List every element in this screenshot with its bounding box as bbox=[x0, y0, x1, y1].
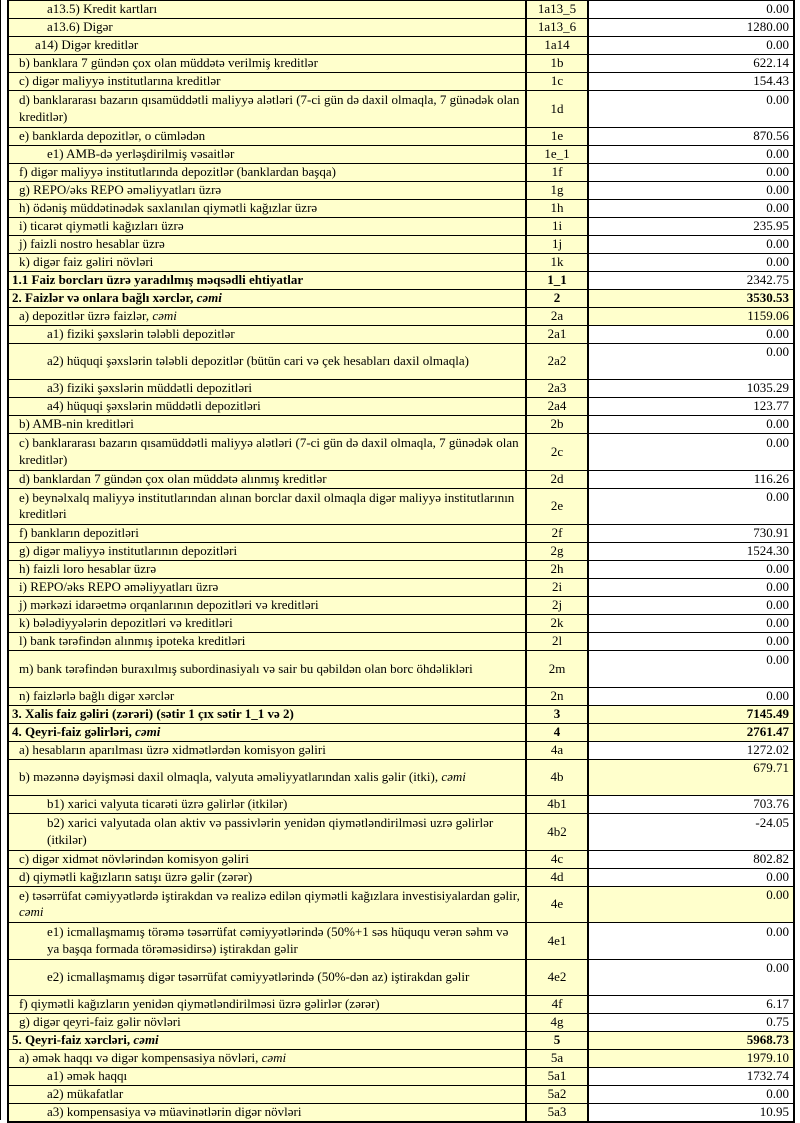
table-row bbox=[8, 687, 794, 705]
row-label-cell bbox=[8, 127, 526, 145]
page-edge-line bbox=[0, 0, 1, 1120]
table-row bbox=[8, 579, 794, 597]
row-value-cell: 5968.73 bbox=[588, 1032, 794, 1050]
row-code-cell: 2c bbox=[526, 434, 588, 471]
row-label-text: a) hesabların aparılması üzrə xidmətlərdən komisyon gəliri bbox=[19, 741, 326, 757]
row-code-cell: 2m bbox=[526, 651, 588, 688]
row-label-text: b) banklara 7 gündən çox olan müddətə verilmiş kreditlər bbox=[19, 55, 318, 71]
table-row bbox=[8, 1104, 794, 1122]
row-label-cell bbox=[8, 398, 526, 416]
row-value-cell: 0.00 bbox=[588, 1, 794, 19]
row-value-cell: 123.77 bbox=[588, 398, 794, 416]
row-label-cell bbox=[8, 307, 526, 325]
row-code-cell: 2k bbox=[526, 615, 588, 633]
table-row bbox=[8, 1050, 794, 1068]
row-label-text: d) banklararası bazarın qısamüddətli maliyyə alətləri (7-ci gün də daxil olmaqla, 7 günədək olan kreditlər) bbox=[19, 92, 520, 124]
row-label-text: a13.5) Kredit kartları bbox=[47, 1, 158, 17]
row-label-text: c) digər xidmət növlərindən komisyon gəliri bbox=[19, 850, 249, 866]
row-label-text: b1) xarici valyuta ticarəti üzrə gəlirlər (itkilər) bbox=[47, 796, 288, 812]
row-label-cell bbox=[8, 759, 526, 796]
row-label-text: a2) mükafatlar bbox=[47, 1086, 124, 1102]
row-value-cell: 1159.06 bbox=[588, 307, 794, 325]
table-row bbox=[8, 1, 794, 19]
row-label-text: n) faizlərlə bağlı digər xərclər bbox=[19, 687, 175, 703]
table-row bbox=[8, 470, 794, 488]
row-label-italic-suffix: cəmi bbox=[133, 1032, 159, 1048]
row-label-text: f) qiymətli kağızların yenidən qiymətləndirilməsi üzrə gəlirlər (zərər) bbox=[19, 996, 380, 1012]
row-label-cell bbox=[8, 343, 526, 380]
row-code-cell: 4d bbox=[526, 868, 588, 886]
row-label-cell bbox=[8, 488, 526, 525]
row-code-cell: 4b2 bbox=[526, 814, 588, 851]
row-value-cell: 0.00 bbox=[588, 687, 794, 705]
table-row bbox=[8, 434, 794, 471]
row-value-cell: 235.95 bbox=[588, 217, 794, 235]
row-code-cell: 2g bbox=[526, 543, 588, 561]
table-row bbox=[8, 37, 794, 55]
table-row bbox=[8, 1014, 794, 1032]
row-value-cell: 0.00 bbox=[588, 434, 794, 471]
table-row bbox=[8, 181, 794, 199]
row-label-text: a3) fiziki şəxslərin müddətli depozitləri bbox=[47, 380, 253, 396]
row-label-text: a1) əmək haqqı bbox=[47, 1068, 128, 1084]
table-row bbox=[8, 199, 794, 217]
row-code-cell: 4e2 bbox=[526, 959, 588, 996]
row-label-text: j) mərkəzi idarəetmə orqanlarının depozitləri və kreditləri bbox=[19, 597, 319, 613]
row-value-cell: 622.14 bbox=[588, 55, 794, 73]
table-row bbox=[8, 543, 794, 561]
row-label-text: e1) AMB-də yerləşdirilmiş vəsaitlər bbox=[47, 145, 235, 161]
row-label-cell bbox=[8, 163, 526, 181]
row-label-cell bbox=[8, 145, 526, 163]
row-value-cell: 0.00 bbox=[588, 561, 794, 579]
row-label-cell bbox=[8, 651, 526, 688]
row-value-cell: 1524.30 bbox=[588, 543, 794, 561]
row-label-text: c) digər maliyyə institutlarına kreditlər bbox=[19, 73, 221, 89]
row-label-cell bbox=[8, 271, 526, 289]
row-label-text: 5. Qeyri-faiz xərcləri, bbox=[12, 1032, 134, 1048]
row-code-cell: 1b bbox=[526, 55, 588, 73]
table-row bbox=[8, 814, 794, 851]
row-label-text: a4) hüquqi şəxslərin müddətli depozitləri bbox=[47, 398, 261, 414]
row-label-cell bbox=[8, 796, 526, 814]
row-code-cell: 1d bbox=[526, 91, 588, 128]
row-value-cell: 116.26 bbox=[588, 470, 794, 488]
table-row bbox=[8, 525, 794, 543]
table-row bbox=[8, 633, 794, 651]
row-code-cell: 1_1 bbox=[526, 271, 588, 289]
row-label-cell bbox=[8, 579, 526, 597]
row-code-cell: 5a1 bbox=[526, 1068, 588, 1086]
row-code-cell: 2h bbox=[526, 561, 588, 579]
row-label-cell bbox=[8, 55, 526, 73]
row-label-cell bbox=[8, 289, 526, 307]
table-row bbox=[8, 488, 794, 525]
row-code-cell: 2a4 bbox=[526, 398, 588, 416]
table-row bbox=[8, 253, 794, 271]
row-label-text: d) banklardan 7 gündən çox olan müddətə alınmış kreditlər bbox=[19, 470, 327, 486]
row-label-cell bbox=[8, 1086, 526, 1104]
row-value-cell: 0.00 bbox=[588, 416, 794, 434]
row-label-cell bbox=[8, 923, 526, 960]
row-label-text: 4. Qeyri-faiz gəlirləri, bbox=[12, 723, 136, 739]
row-label-text: e1) icmallaşmamış törəmə təsərrüfat cəmiyyətlərində (50%+1 səs hüququ verən səhm və ya başqa formada törəməsidirsə) iştirakdan gəlir bbox=[47, 924, 509, 956]
table-row bbox=[8, 271, 794, 289]
table-row bbox=[8, 1068, 794, 1086]
table-row bbox=[8, 289, 794, 307]
row-code-cell: 2a1 bbox=[526, 325, 588, 343]
row-label-text: b) AMB-nin kreditləri bbox=[19, 416, 134, 432]
row-value-cell: 0.00 bbox=[588, 488, 794, 525]
row-code-cell: 2l bbox=[526, 633, 588, 651]
row-code-cell: 2j bbox=[526, 597, 588, 615]
row-value-cell: 1979.10 bbox=[588, 1050, 794, 1068]
row-label-text: f) bankların depozitləri bbox=[19, 525, 139, 541]
row-label-cell bbox=[8, 886, 526, 923]
row-code-cell: 2a2 bbox=[526, 343, 588, 380]
table-row bbox=[8, 1032, 794, 1050]
row-label-italic-suffix: cəmi bbox=[196, 289, 222, 305]
row-code-cell: 2i bbox=[526, 579, 588, 597]
row-value-cell: 0.00 bbox=[588, 343, 794, 380]
table-row bbox=[8, 886, 794, 923]
row-value-cell: 7145.49 bbox=[588, 705, 794, 723]
row-label-cell bbox=[8, 416, 526, 434]
row-code-cell: 1k bbox=[526, 253, 588, 271]
row-value-cell: 0.00 bbox=[588, 651, 794, 688]
row-label-cell bbox=[8, 723, 526, 741]
table-row bbox=[8, 91, 794, 128]
row-value-cell: 0.00 bbox=[588, 579, 794, 597]
row-value-cell: 0.00 bbox=[588, 597, 794, 615]
row-code-cell: 2f bbox=[526, 525, 588, 543]
row-label-cell bbox=[8, 561, 526, 579]
row-value-cell: 2761.47 bbox=[588, 723, 794, 741]
row-value-cell: 1280.00 bbox=[588, 19, 794, 37]
row-value-cell: 679.71 bbox=[588, 759, 794, 796]
row-label-text: e) beynəlxalq maliyyə institutlarından alınan borclar daxil olmaqla digər maliyyə institutlarının kreditləri bbox=[19, 489, 515, 522]
row-code-cell: 2a3 bbox=[526, 380, 588, 398]
row-value-cell: 730.91 bbox=[588, 525, 794, 543]
row-label-cell bbox=[8, 1032, 526, 1050]
row-label-text: b) məzənnə dəyişməsi daxil olmaqla, valyuta əməliyyatlarından xalis gəlir (itki), bbox=[19, 769, 442, 784]
row-label-cell bbox=[8, 687, 526, 705]
row-value-cell: 0.75 bbox=[588, 1014, 794, 1032]
row-value-cell: 0.00 bbox=[588, 199, 794, 217]
table-row bbox=[8, 850, 794, 868]
table-row bbox=[8, 73, 794, 91]
row-code-cell: 4e1 bbox=[526, 923, 588, 960]
row-label-cell bbox=[8, 741, 526, 759]
table-row bbox=[8, 996, 794, 1014]
row-label-cell bbox=[8, 325, 526, 343]
row-label-cell bbox=[8, 1, 526, 19]
row-code-cell: 2d bbox=[526, 470, 588, 488]
row-label-cell bbox=[8, 253, 526, 271]
table-row bbox=[8, 723, 794, 741]
table-row bbox=[8, 307, 794, 325]
row-label-text: e) təsərrüfat cəmiyyətlərdə iştirakdan və realizə edilən qiymətli kağızlara investisiyalardan gəlir, bbox=[19, 887, 520, 903]
row-value-cell: 0.00 bbox=[588, 91, 794, 128]
row-label-text: g) digər maliyyə institutlarının depozitləri bbox=[19, 543, 238, 559]
row-label-cell bbox=[8, 1104, 526, 1122]
row-value-cell: 1732.74 bbox=[588, 1068, 794, 1086]
row-code-cell: 1g bbox=[526, 181, 588, 199]
row-value-cell: 870.56 bbox=[588, 127, 794, 145]
row-label-cell bbox=[8, 217, 526, 235]
row-code-cell: 1a13_6 bbox=[526, 19, 588, 37]
row-label-text: i) ticarət qiymətli kağızları üzrə bbox=[19, 217, 184, 233]
row-label-italic-suffix: cəmi bbox=[441, 769, 466, 784]
row-label-text: m) bank tərəfindən buraxılmış subordinasiyalı və sair bu qəbildən olan borc öhdəlikləri bbox=[19, 660, 473, 676]
row-value-cell: 0.00 bbox=[588, 959, 794, 996]
row-value-cell: 3530.53 bbox=[588, 289, 794, 307]
row-value-cell: 0.00 bbox=[588, 633, 794, 651]
row-label-cell bbox=[8, 199, 526, 217]
row-code-cell: 5a2 bbox=[526, 1086, 588, 1104]
row-label-cell bbox=[8, 959, 526, 996]
row-value-cell: 0.00 bbox=[588, 923, 794, 960]
row-label-cell bbox=[8, 380, 526, 398]
row-value-cell: 0.00 bbox=[588, 1086, 794, 1104]
table-row bbox=[8, 127, 794, 145]
row-label-text: 1.1 Faiz borcları üzrə yaradılmış məqsədli ehtiyatlar bbox=[12, 271, 304, 287]
row-value-cell: 10.95 bbox=[588, 1104, 794, 1122]
table-row bbox=[8, 380, 794, 398]
table-row bbox=[8, 55, 794, 73]
table-row bbox=[8, 163, 794, 181]
row-label-cell bbox=[8, 470, 526, 488]
row-code-cell: 4e bbox=[526, 886, 588, 923]
row-value-cell: 6.17 bbox=[588, 996, 794, 1014]
row-label-text: a2) hüquqi şəxslərin tələbli depozitlər (bütün cari və çek hesabları daxil olmaqla) bbox=[47, 353, 469, 368]
table-row bbox=[8, 868, 794, 886]
row-code-cell: 1j bbox=[526, 235, 588, 253]
table-row bbox=[8, 416, 794, 434]
row-value-cell: 0.00 bbox=[588, 253, 794, 271]
row-label-cell bbox=[8, 1050, 526, 1068]
table-row bbox=[8, 235, 794, 253]
row-value-cell: 0.00 bbox=[588, 37, 794, 55]
table-row bbox=[8, 561, 794, 579]
row-label-text: b2) xarici valyutada olan aktiv və passivlərin yenidən qiymətləndirilməsi uzrə gəlirlər (itkilər) bbox=[47, 815, 494, 847]
table-row bbox=[8, 325, 794, 343]
row-label-cell bbox=[8, 705, 526, 723]
row-label-cell bbox=[8, 597, 526, 615]
row-label-text: l) bank tərəfindən alınmış ipoteka kreditləri bbox=[19, 633, 246, 649]
row-label-text: j) faizli nostro hesablar üzrə bbox=[19, 235, 165, 251]
table-row bbox=[8, 651, 794, 688]
row-label-cell bbox=[8, 543, 526, 561]
row-label-cell bbox=[8, 814, 526, 851]
row-label-cell bbox=[8, 181, 526, 199]
table-row bbox=[8, 705, 794, 723]
table-body bbox=[8, 1, 794, 1122]
row-label-text: e) banklarda depozitlər, o cümlədən bbox=[19, 127, 206, 143]
table-row bbox=[8, 959, 794, 996]
row-value-cell: 0.00 bbox=[588, 615, 794, 633]
row-code-cell: 1c bbox=[526, 73, 588, 91]
row-code-cell: 2n bbox=[526, 687, 588, 705]
row-label-text: a) depozitlər üzrə faizlər, bbox=[19, 307, 153, 323]
financial-report-table bbox=[7, 0, 795, 1123]
table-row bbox=[8, 741, 794, 759]
row-code-cell: 1f bbox=[526, 163, 588, 181]
row-value-cell: 0.00 bbox=[588, 181, 794, 199]
row-label-text: i) REPO/əks REPO əməliyyatları üzrə bbox=[19, 579, 219, 595]
row-code-cell: 1a13_5 bbox=[526, 1, 588, 19]
row-value-cell: 154.43 bbox=[588, 73, 794, 91]
row-value-cell: 2342.75 bbox=[588, 271, 794, 289]
row-label-cell bbox=[8, 1068, 526, 1086]
row-label-text: 2. Faizlər və onlara bağlı xərclər, bbox=[12, 289, 197, 305]
row-label-cell bbox=[8, 525, 526, 543]
row-value-cell: 0.00 bbox=[588, 886, 794, 923]
table-row bbox=[8, 597, 794, 615]
row-value-cell: 0.00 bbox=[588, 868, 794, 886]
row-code-cell: 4b1 bbox=[526, 796, 588, 814]
row-label-cell bbox=[8, 633, 526, 651]
row-code-cell: 2 bbox=[526, 289, 588, 307]
row-label-cell bbox=[8, 434, 526, 471]
row-label-cell bbox=[8, 1014, 526, 1032]
row-label-text: a) əmək haqqı və digər kompensasiya növləri, bbox=[19, 1050, 262, 1066]
row-label-cell bbox=[8, 615, 526, 633]
row-code-cell: 1h bbox=[526, 199, 588, 217]
row-label-cell bbox=[8, 996, 526, 1014]
row-value-cell: 1272.02 bbox=[588, 741, 794, 759]
row-value-cell: 1035.29 bbox=[588, 380, 794, 398]
row-label-italic-suffix: cəmi bbox=[135, 723, 161, 739]
row-value-cell: 0.00 bbox=[588, 145, 794, 163]
row-label-text: k) bələdiyyələrin depozitləri və kreditləri bbox=[19, 615, 233, 631]
row-value-cell: 0.00 bbox=[588, 163, 794, 181]
row-value-cell: 802.82 bbox=[588, 850, 794, 868]
table-row bbox=[8, 615, 794, 633]
row-code-cell: 4 bbox=[526, 723, 588, 741]
table-row bbox=[8, 145, 794, 163]
row-value-cell: -24.05 bbox=[588, 814, 794, 851]
row-code-cell: 4f bbox=[526, 996, 588, 1014]
row-label-text: e2) icmallaşmamış digər təsərrüfat cəmiyyətlərində (50%-dən az) iştirakdan gəlir bbox=[47, 969, 470, 984]
row-label-cell bbox=[8, 850, 526, 868]
row-label-cell bbox=[8, 73, 526, 91]
row-code-cell: 1e bbox=[526, 127, 588, 145]
row-label-text: a3) kompensasiya və müavinətlərin digər növləri bbox=[47, 1104, 302, 1119]
row-value-cell: 0.00 bbox=[588, 235, 794, 253]
row-label-italic-suffix: cəmi bbox=[261, 1050, 287, 1066]
row-label-text: g) digər qeyri-faiz gəlir növləri bbox=[19, 1014, 181, 1030]
table-row bbox=[8, 923, 794, 960]
row-code-cell: 2a bbox=[526, 307, 588, 325]
row-code-cell: 1e_1 bbox=[526, 145, 588, 163]
row-label-text: a14) Digər kreditlər bbox=[35, 37, 139, 53]
table-row bbox=[8, 217, 794, 235]
table-row bbox=[8, 19, 794, 37]
row-code-cell: 2e bbox=[526, 488, 588, 525]
row-label-cell bbox=[8, 19, 526, 37]
row-code-cell: 1i bbox=[526, 217, 588, 235]
row-value-cell: 703.76 bbox=[588, 796, 794, 814]
row-code-cell: 5a bbox=[526, 1050, 588, 1068]
row-label-text: a13.6) Digər bbox=[47, 19, 113, 35]
row-code-cell: 5 bbox=[526, 1032, 588, 1050]
row-code-cell: 1a14 bbox=[526, 37, 588, 55]
row-label-text: d) qiymətli kağızların satışı üzrə gəlir (zərər) bbox=[19, 868, 253, 884]
row-label-text: h) faizli loro hesablar üzrə bbox=[19, 561, 157, 577]
table-row bbox=[8, 398, 794, 416]
row-label-italic-suffix: cəmi bbox=[152, 307, 177, 323]
row-label-cell bbox=[8, 235, 526, 253]
row-label-text: 3. Xalis faiz gəliri (zərəri) (sətir 1 çıx sətir 1_1 və 2) bbox=[12, 705, 294, 721]
row-code-cell: 4g bbox=[526, 1014, 588, 1032]
row-code-cell: 4a bbox=[526, 741, 588, 759]
row-label-text: c) banklararası bazarın qısamüddətli maliyyə alətləri (7-ci gün də daxil olmaqla, 7 günədək olan kreditlər) bbox=[19, 435, 519, 467]
row-label-text: g) REPO/əks REPO əməliyyatları üzrə bbox=[19, 181, 222, 197]
row-code-cell: 4b bbox=[526, 759, 588, 796]
row-label-cell bbox=[8, 37, 526, 55]
row-label-text: f) digər maliyyə institutlarında depozitlər (banklardan başqa) bbox=[19, 163, 336, 179]
row-label-text: a1) fiziki şəxslərin tələbli depozitlər bbox=[47, 325, 235, 341]
row-code-cell: 3 bbox=[526, 705, 588, 723]
table-row bbox=[8, 1086, 794, 1104]
row-code-cell: 2b bbox=[526, 416, 588, 434]
row-label-cell bbox=[8, 91, 526, 128]
table-row bbox=[8, 796, 794, 814]
row-code-cell: 5a3 bbox=[526, 1104, 588, 1122]
row-label-italic-suffix: cəmi bbox=[19, 904, 44, 920]
row-value-cell: 0.00 bbox=[588, 325, 794, 343]
row-code-cell: 4c bbox=[526, 850, 588, 868]
row-label-cell bbox=[8, 868, 526, 886]
table-row bbox=[8, 343, 794, 380]
row-label-text: k) digər faiz gəliri növləri bbox=[19, 253, 154, 269]
row-label-text: h) ödəniş müddətinədək saxlanılan qiymətli kağızlar üzrə bbox=[19, 199, 318, 215]
table-row bbox=[8, 759, 794, 796]
